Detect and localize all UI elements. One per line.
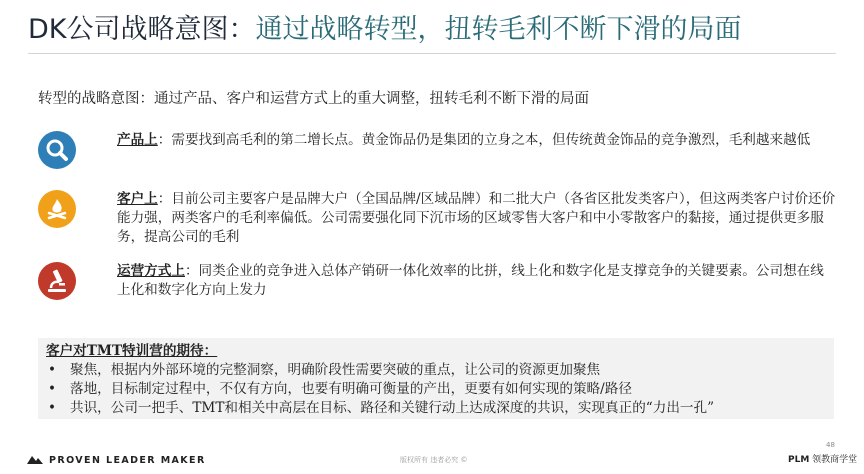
page-number: 48	[826, 441, 835, 449]
intro-text: 转型的战略意图：通过产品、客户和运营方式上的重大调整，扭转毛利不断下滑的局面	[38, 91, 589, 107]
strategy-item-body: ：目前公司主要客户是品牌大户（全国品牌/区域品牌）和二批大户（各省区批发类客户），但这两类客户讨价还价能力强，两类客户的毛利率偏低。公司需要强化同下沉市场的区域零售大客户和中小零散客户的黏接，通过提供更多服务，提高公司的毛利	[117, 191, 836, 245]
expectation-bullet: • 落地，目标制定过程中，不仅有方向，也要有明确可衡量的产出，更要有如何实现的策略/路径	[46, 380, 826, 399]
page-title	[28, 10, 848, 50]
footer-brand-bold: PLM	[788, 455, 810, 465]
expectations-list	[46, 361, 826, 418]
strategy-item-customer	[38, 190, 838, 246]
strategy-item-body: ：需要找到高毛利的第二增长点。黄金饰品仍是集团的立身之本，但传统黄金饰品的竞争激烈，毛利越来越低	[157, 132, 811, 148]
expectations-heading: 客户对TMT特训营的期待：	[46, 343, 218, 359]
title-divider	[28, 53, 836, 54]
strategy-item-label: 运营方式上	[117, 263, 185, 279]
strategy-item-body: ：同类企业的竞争进入总体产销研一体化效率的比拼，线上化和数字化是支撑竞争的关键要素。公司想在线上化和数字化方向上发力	[117, 263, 824, 298]
page-title-lead: DK公司战略意图：	[28, 14, 256, 45]
strategy-item-text	[117, 190, 837, 247]
microscope-icon	[38, 262, 76, 300]
search-icon	[38, 131, 76, 169]
page-title-rest: 通过战略转型，扭转毛利不断下滑的局面	[255, 14, 742, 45]
strategy-item-product	[38, 131, 838, 187]
campfire-icon	[38, 190, 76, 228]
expectation-bullet: • 聚焦，根据内外部环境的完整洞察，明确阶段性需要突破的重点，让公司的资源更加聚焦	[46, 361, 826, 380]
footer-logo	[27, 452, 206, 468]
expectation-bullet: • 共识，公司一把手、TMT和相关中高层在目标、路径和关键行动上达成深度的共识，实现真正的“力出一孔”	[46, 399, 826, 418]
strategy-item-operations	[38, 262, 838, 318]
footer-brand-rest: 领教商学堂	[812, 455, 858, 465]
footer-logo-text: PROVEN LEADER MAKER	[49, 454, 206, 466]
expectations-box	[38, 338, 834, 419]
strategy-item-label: 产品上	[117, 132, 158, 148]
leader-maker-logo-icon	[27, 455, 43, 465]
copyright-text: 版权所有 违者必究 ©	[400, 456, 468, 464]
strategy-item-label: 客户上	[117, 191, 158, 207]
strategy-item-text	[117, 131, 837, 150]
strategy-item-text	[117, 262, 837, 300]
footer-brand	[788, 452, 857, 465]
